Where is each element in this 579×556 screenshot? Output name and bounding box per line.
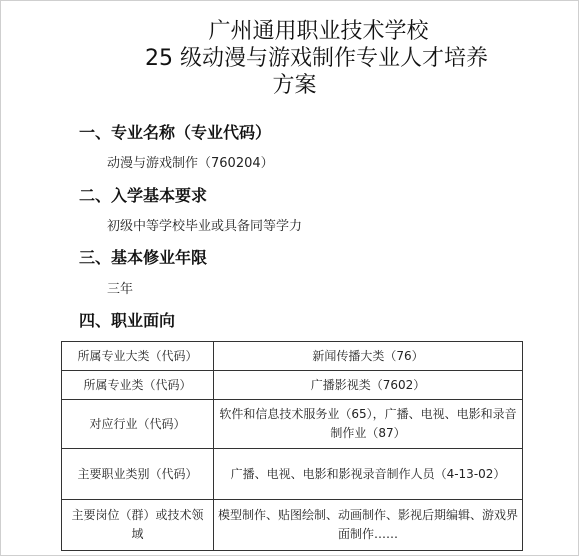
section-heading-major-name: 一、专业名称（专业代码） <box>79 123 272 142</box>
table-row <box>62 500 523 551</box>
section-body-major-name: 动漫与游戏制作（760204） <box>107 156 274 171</box>
section-body-admission: 初级中等学校毕业或具备同等学力 <box>107 219 303 234</box>
table-cell-value: 模型制作、贴图绘制、动画制作、影视后期编辑、游戏界面制作…… <box>214 500 523 551</box>
table-row <box>62 400 523 449</box>
table-cell-label: 对应行业（代码） <box>62 400 214 449</box>
document-title-line-3: 方案 <box>272 73 317 98</box>
table-row <box>62 342 523 371</box>
section-heading-admission: 二、入学基本要求 <box>79 186 208 205</box>
document-title-line-2: 25 级动漫与游戏制作专业人才培养 <box>145 46 488 71</box>
table-cell-value: 软件和信息技术服务业（65），广播、电视、电影和录音制作业（87） <box>214 400 523 449</box>
table-cell-value: 新闻传播大类（76） <box>214 342 523 371</box>
table-cell-label: 所属专业大类（代码） <box>62 342 214 371</box>
career-orientation-table <box>61 341 523 551</box>
table-row <box>62 449 523 500</box>
table-cell-label: 所属专业类（代码） <box>62 371 214 400</box>
table-cell-value: 广播、电视、电影和影视录音制作人员（4-13-02） <box>214 449 523 500</box>
table-cell-label: 主要岗位（群）或技术领域 <box>62 500 214 551</box>
document-title-line-1: 广州通用职业技术学校 <box>208 19 429 44</box>
table-row <box>62 371 523 400</box>
section-heading-career: 四、职业面向 <box>79 311 176 330</box>
table-cell-label: 主要职业类别（代码） <box>62 449 214 500</box>
section-heading-duration: 三、基本修业年限 <box>79 248 208 267</box>
section-body-duration: 三年 <box>107 282 134 297</box>
table-cell-value: 广播影视类（7602） <box>214 371 523 400</box>
